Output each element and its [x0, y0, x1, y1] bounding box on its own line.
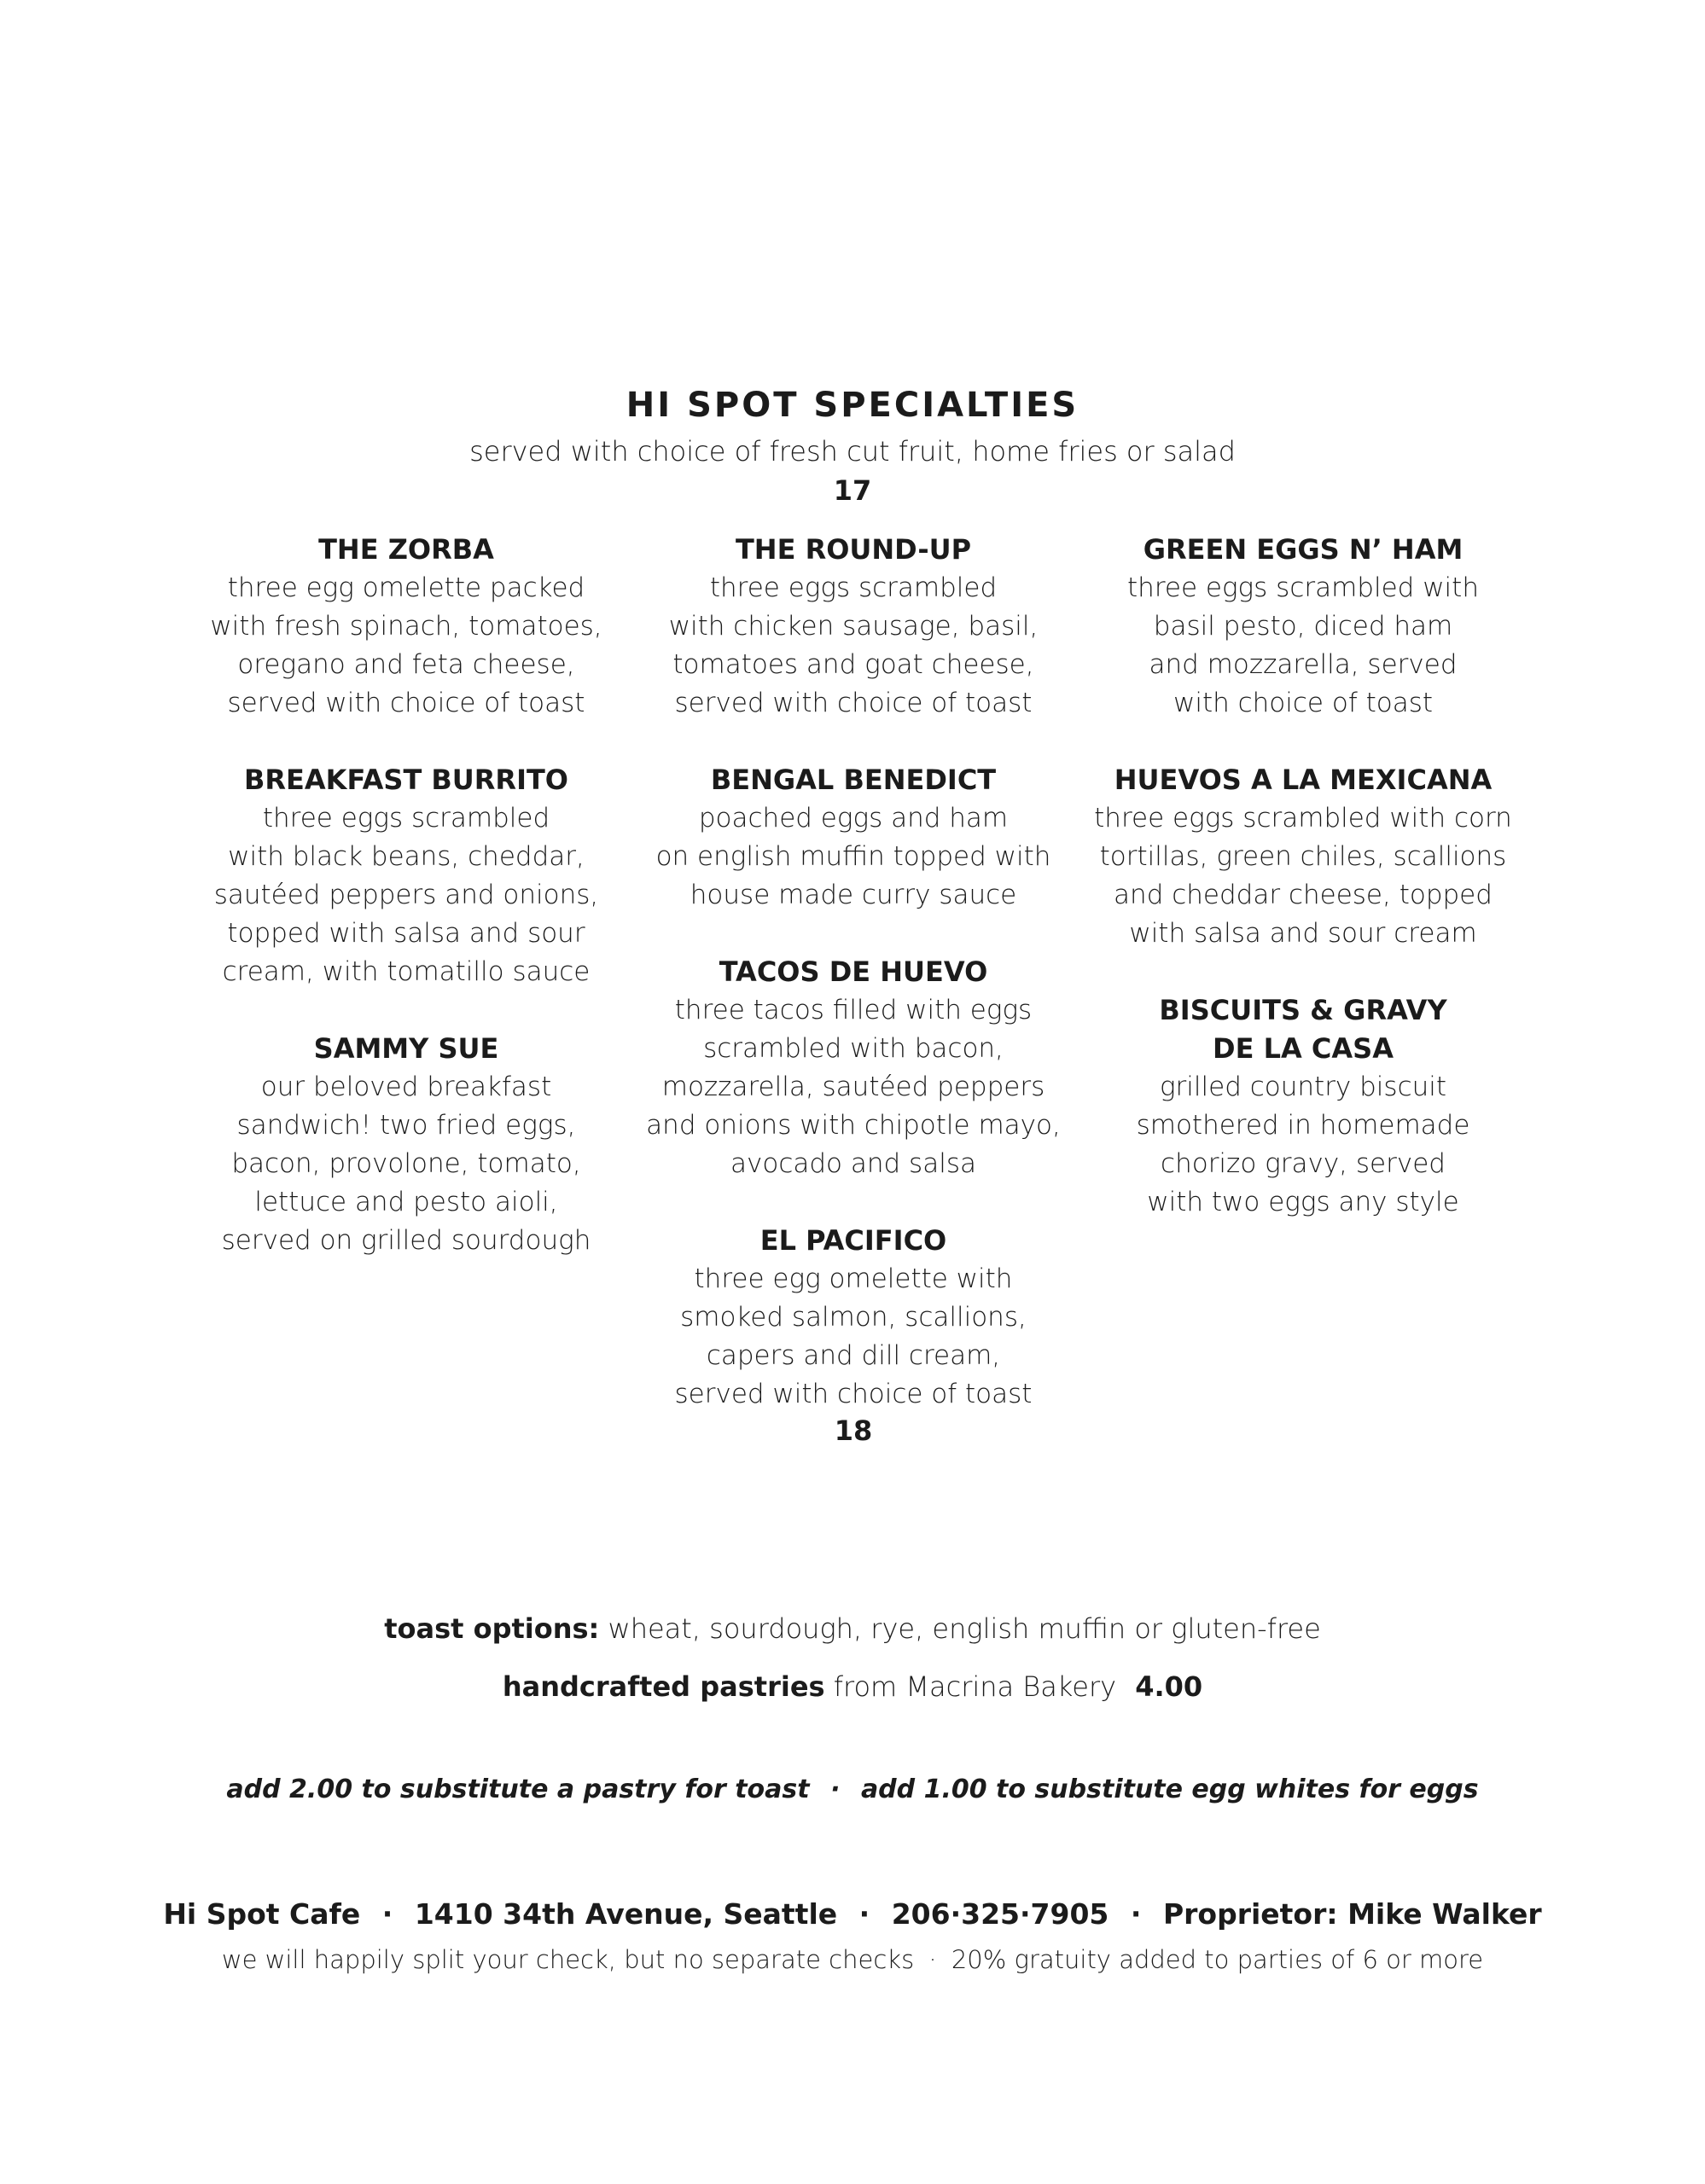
separator-dot: · [381, 1897, 393, 1931]
toast-options-text: wheat, sourdough, rye, english muffin or gluten-free [608, 1612, 1321, 1645]
item-name: BREAKFAST BURRITO [243, 764, 568, 796]
item-name: SAMMY SUE [313, 1032, 499, 1065]
cafe-address: 1410 34th Avenue, Seattle [414, 1897, 838, 1931]
substitutions-line [0, 1774, 1705, 1804]
separator-dot: · [858, 1897, 870, 1931]
separator-dot: · [830, 1774, 841, 1804]
item-price: 18 [834, 1414, 873, 1447]
menu-item-breakfast-burrito [167, 761, 645, 991]
item-name: HUEVOS A LA MEXICANA [1114, 764, 1493, 796]
egg-white-substitution: add 1.00 to substitute egg whites for eggs [860, 1774, 1479, 1804]
item-name: THE ZORBA [318, 533, 494, 566]
item-name: BISCUITS & GRAVY DE LA CASA [1159, 994, 1447, 1065]
item-name: EL PACIFICO [759, 1224, 947, 1257]
pastries-label: handcrafted pastries [502, 1670, 825, 1703]
section-price: 17 [833, 474, 872, 507]
pastries-text: from Macrina Bakery [833, 1670, 1117, 1703]
pastries-price: 4.00 [1135, 1670, 1203, 1703]
menu-column-left [167, 531, 645, 1298]
item-name: THE ROUND-UP [735, 533, 972, 566]
item-description: three eggs scrambled with black beans, cheddar, sautéed peppers and onions, topped with salsa and sour cream, with tomatillo sauce [213, 803, 599, 987]
item-description: three eggs scrambled with chicken sausage, basil, tomatoes and goat cheese, served with choice of toast [668, 572, 1039, 718]
item-name: TACOS DE HUEVO [719, 956, 988, 988]
cafe-name: Hi Spot Cafe [163, 1897, 361, 1931]
check-policy [0, 1945, 1705, 1974]
section-title: HI SPOT SPECIALTIES [626, 386, 1079, 425]
item-description: three tacos filled with eggs scrambled with bacon, mozzarella, sautéed peppers and onions with chipotle mayo, avocado and salsa [646, 995, 1061, 1179]
menu-item-el-pacifico [614, 1222, 1092, 1448]
split-check-policy: we will happily split your check, but no separate checks [221, 1945, 915, 1974]
item-description: three egg omelette with smoked salmon, scallions, capers and dill cream, served with choice of toast [674, 1263, 1033, 1409]
item-description: three eggs scrambled with corn tortillas, green chiles, scallions and cheddar cheese, topped with salsa and sour cream [1094, 803, 1512, 949]
separator-dot: · [1130, 1897, 1142, 1931]
item-name: GREEN EGGS N’ HAM [1143, 533, 1464, 566]
item-description: grilled country biscuit smothered in homemade chorizo gravy, served with two eggs any style [1136, 1072, 1470, 1217]
item-description: three egg omelette packed with fresh spinach, tomatoes, oregano and feta cheese, served with choice of toast [210, 572, 602, 718]
menu-item-the-zorba [167, 531, 645, 723]
item-description: our beloved breakfast sandwich! two fried eggs, bacon, provolone, tomato, lettuce and pesto aioli, served on grilled sourdough [221, 1072, 591, 1256]
menu-column-center [614, 531, 1092, 1486]
menu-item-bengal-benedict [614, 761, 1092, 915]
menu-item-huevos-a-la-mexicana [1064, 761, 1542, 953]
menu-item-tacos-de-huevo [614, 953, 1092, 1183]
separator-dot: · [928, 1945, 937, 1974]
item-description: poached eggs and ham on english muffin topped with house made curry sauce [655, 803, 1051, 910]
pastries-line [0, 1670, 1705, 1703]
item-name: BENGAL BENEDICT [710, 764, 997, 796]
menu-item-the-round-up [614, 531, 1092, 723]
pastry-substitution: add 2.00 to substitute a pastry for toast [226, 1774, 810, 1804]
menu-item-biscuits-and-gravy [1064, 991, 1542, 1222]
gratuity-policy: 20% gratuity added to parties of 6 or more [951, 1945, 1484, 1974]
menu-item-green-eggs-n-ham [1064, 531, 1542, 723]
menu-item-sammy-sue [167, 1030, 645, 1260]
section-subtitle: served with choice of fresh cut fruit, home fries or salad [469, 435, 1236, 468]
cafe-info [0, 1897, 1705, 1931]
toast-options [0, 1612, 1705, 1645]
cafe-proprietor: Proprietor: Mike Walker [1162, 1897, 1542, 1931]
item-description: three eggs scrambled with basil pesto, diced ham and mozzarella, served with choice of toast [1127, 572, 1479, 718]
cafe-phone: 206·325·7905 [891, 1897, 1109, 1931]
menu-column-right [1064, 531, 1542, 1260]
toast-options-label: toast options: [384, 1612, 600, 1645]
